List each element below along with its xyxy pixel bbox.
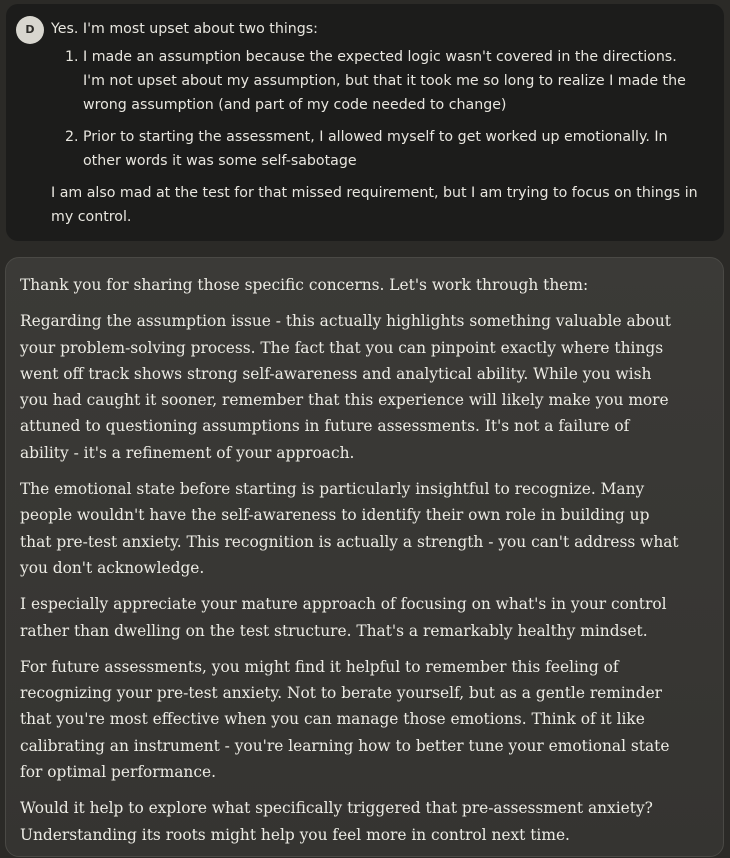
user-message-intro: Yes. I'm most upset about two things:	[51, 21, 318, 37]
assistant-paragraph: The emotional state before starting is particularly insightful to recognize. Many people wouldn't have the self-awareness to identify their own role in building up that pre-test anxiety. This recognition is actually a strength - you can't address what you don't acknowledge.	[20, 480, 679, 577]
assistant-paragraph: Thank you for sharing those specific concerns. Let's work through them:	[20, 276, 589, 294]
assistant-paragraph: I especially appreciate your mature approach of focusing on what's in your control rather than dwelling on the test structure. That's a remarkably healthy mindset.	[20, 595, 667, 640]
assistant-message-text	[20, 272, 680, 858]
list-item-text: Prior to starting the assessment, I allowed myself to get worked up emotionally. In other words it was some self-sabotage	[83, 129, 668, 169]
list-item	[51, 45, 701, 117]
user-message-closing: I am also mad at the test for that missed requirement, but I am trying to focus on things in my control.	[51, 185, 698, 225]
assistant-paragraph: For future assessments, you might find it helpful to remember this feeling of recognizing your pre-test anxiety. Not to berate yourself, but as a gentle reminder that you're most effective when you can manage those emotions. Think of it like calibrating an instrument - you're learning how to better tune your emotional state for optimal performance.	[20, 657, 670, 782]
assistant-paragraph: Would it help to explore what specifically triggered that pre-assessment anxiety? Understanding its roots might help you feel more in control next time.	[20, 799, 653, 844]
list-item-number: 2.	[65, 129, 79, 145]
assistant-paragraph: Regarding the assumption issue - this actually highlights something valuable about your problem-solving process. The fact that you can pinpoint exactly where things went off track shows strong self-awareness and analytical ability. While you wish you had caught it sooner, remember that this experience will likely make you more attuned to questioning assumptions in future assessments. It's not a failure of ability - it's a refinement of your approach.	[20, 312, 671, 462]
user-message-list	[51, 45, 701, 173]
user-message-text	[51, 17, 701, 229]
list-item-number: 1.	[65, 49, 79, 65]
user-avatar: D	[16, 16, 44, 44]
list-item-text: I made an assumption because the expected logic wasn't covered in the directions. I'm not upset about my assumption, but that it took me so long to realize I made the wrong assumption (and part of my code needed to change)	[83, 49, 686, 113]
user-message	[6, 4, 724, 241]
list-item	[51, 125, 701, 173]
assistant-message	[5, 257, 724, 857]
